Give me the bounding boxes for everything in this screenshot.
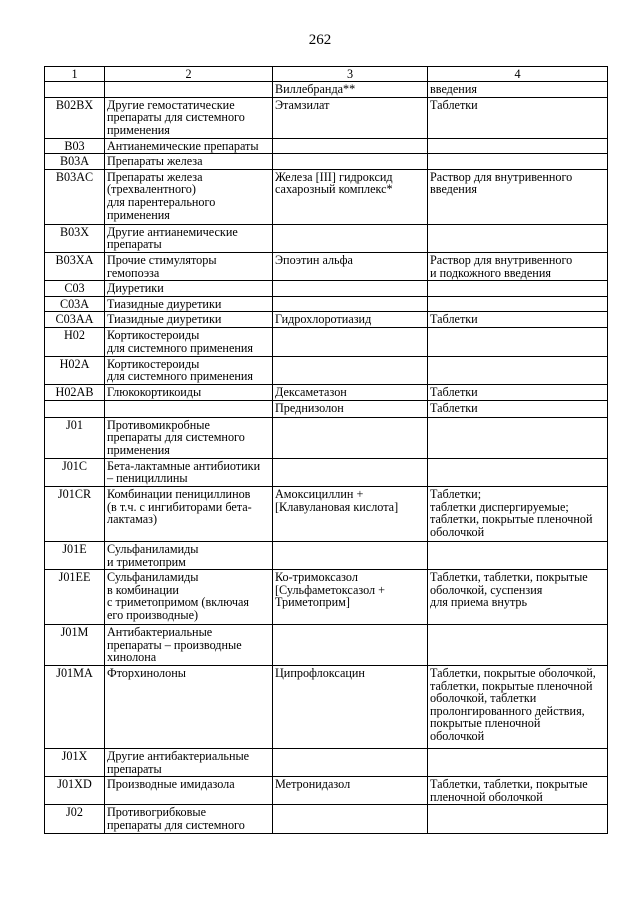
table-cell-form: Таблетки; таблетки диспергируемые; таблетки, покрытые пленочной оболочкой <box>428 486 608 541</box>
table-cell-form <box>428 541 608 569</box>
medication-table <box>44 66 608 834</box>
table-row <box>45 458 608 486</box>
table-cell-drug <box>273 749 428 777</box>
table-cell-form <box>428 138 608 154</box>
table-row <box>45 749 608 777</box>
table-row <box>45 777 608 805</box>
table-cell-code: B02BX <box>45 97 105 138</box>
page-number: 262 <box>308 32 332 48</box>
table-row <box>45 541 608 569</box>
table-cell-form: Таблетки <box>428 97 608 138</box>
table-cell-code: H02AB <box>45 384 105 400</box>
table-cell-group: Производные имидазола <box>105 777 273 805</box>
table-cell-form <box>428 356 608 384</box>
table-cell-group: Противомикробные препараты для системного применения <box>105 417 273 458</box>
table-row <box>45 97 608 138</box>
table-cell-drug <box>273 356 428 384</box>
table-cell-group: Антианемические препараты <box>105 138 273 154</box>
table-row <box>45 82 608 98</box>
table-cell-form <box>428 154 608 170</box>
table-cell-drug <box>273 281 428 297</box>
table-cell-group: Фторхинолоны <box>105 666 273 749</box>
table-cell-group <box>105 82 273 98</box>
table-cell-code: J01X <box>45 749 105 777</box>
table-cell-group: Другие антибактериальные препараты <box>105 749 273 777</box>
table-cell-form <box>428 296 608 312</box>
table-cell-group: Препараты железа (трехвалентного) для парентерального применения <box>105 169 273 224</box>
table-row <box>45 417 608 458</box>
table-cell-group: Сульфаниламиды и триметоприм <box>105 541 273 569</box>
table-cell-drug: Метронидазол <box>273 777 428 805</box>
table-cell-drug <box>273 458 428 486</box>
table-cell-form <box>428 805 608 833</box>
table-cell-drug <box>273 138 428 154</box>
table-cell-form: Таблетки, покрытые оболочкой, таблетки, покрытые пленочной оболочкой, таблетки пролонгированного действия, покрытые пленочной оболочкой <box>428 666 608 749</box>
table-cell-drug: Этамзилат <box>273 97 428 138</box>
table-cell-group <box>105 400 273 417</box>
table-cell-drug: Гидрохлоротиазид <box>273 312 428 328</box>
table-cell-group: Тиазидные диуретики <box>105 312 273 328</box>
table-cell-form <box>428 458 608 486</box>
column-header: 3 <box>273 67 428 82</box>
table-row <box>45 138 608 154</box>
table-cell-form: Таблетки <box>428 384 608 400</box>
table-row <box>45 625 608 666</box>
table-cell-drug: Амоксициллин + [Клавулановая кислота] <box>273 486 428 541</box>
column-header: 1 <box>45 67 105 82</box>
table-cell-group: Бета-лактамные антибиотики – пенициллины <box>105 458 273 486</box>
table-cell-form: Таблетки, таблетки, покрытые пленочной оболочкой <box>428 777 608 805</box>
table-cell-drug: Виллебранда** <box>273 82 428 98</box>
table-cell-form: Раствор для внутривенного введения <box>428 169 608 224</box>
table-cell-code: H02A <box>45 356 105 384</box>
table-cell-drug: Ципрофлоксацин <box>273 666 428 749</box>
table-row <box>45 296 608 312</box>
table-cell-code: C03 <box>45 281 105 297</box>
table-cell-code: B03AC <box>45 169 105 224</box>
table-cell-code: J01M <box>45 625 105 666</box>
column-header: 4 <box>428 67 608 82</box>
table-cell-code: C03A <box>45 296 105 312</box>
table-cell-code: J02 <box>45 805 105 833</box>
table-header-row <box>45 67 608 82</box>
table-row <box>45 252 608 280</box>
table-cell-group: Тиазидные диуретики <box>105 296 273 312</box>
table-cell-code <box>45 82 105 98</box>
table-cell-form <box>428 417 608 458</box>
table-cell-form <box>428 328 608 356</box>
table-row <box>45 805 608 833</box>
table-cell-code: J01C <box>45 458 105 486</box>
table-cell-code: H02 <box>45 328 105 356</box>
table-cell-drug: Преднизолон <box>273 400 428 417</box>
table-cell-group: Прочие стимуляторы гемопоэза <box>105 252 273 280</box>
table-row <box>45 400 608 417</box>
table-cell-group: Глюкокортикоиды <box>105 384 273 400</box>
table-cell-code: B03XA <box>45 252 105 280</box>
table-cell-drug: Железа [III] гидроксид сахарозный комплекс* <box>273 169 428 224</box>
table-row <box>45 154 608 170</box>
table-cell-form: Таблетки, таблетки, покрытые оболочкой, суспензия для приема внутрь <box>428 570 608 625</box>
table-row <box>45 384 608 400</box>
table-row <box>45 224 608 252</box>
table-cell-code <box>45 400 105 417</box>
table-cell-form: введения <box>428 82 608 98</box>
table-cell-drug <box>273 224 428 252</box>
table-cell-drug <box>273 154 428 170</box>
table-cell-drug <box>273 541 428 569</box>
table-cell-form <box>428 224 608 252</box>
table-cell-group: Комбинации пенициллинов (в т.ч. с ингибиторами бета- лактамаз) <box>105 486 273 541</box>
table-cell-code: J01CR <box>45 486 105 541</box>
table-cell-code: C03AA <box>45 312 105 328</box>
table-cell-code: B03A <box>45 154 105 170</box>
table-cell-group: Диуретики <box>105 281 273 297</box>
table-cell-drug: Ко-тримоксазол [Сульфаметоксазол + Триметоприм] <box>273 570 428 625</box>
table-row <box>45 328 608 356</box>
table-cell-code: J01MA <box>45 666 105 749</box>
table-cell-form <box>428 749 608 777</box>
table-row <box>45 281 608 297</box>
table-cell-code: J01XD <box>45 777 105 805</box>
column-header: 2 <box>105 67 273 82</box>
table-row <box>45 169 608 224</box>
table-cell-group: Другие антианемические препараты <box>105 224 273 252</box>
table-cell-group: Кортикостероиды для системного применения <box>105 356 273 384</box>
table-body <box>45 67 608 834</box>
table-cell-group: Препараты железа <box>105 154 273 170</box>
table-cell-form: Таблетки <box>428 400 608 417</box>
table-cell-form: Таблетки <box>428 312 608 328</box>
table-cell-drug <box>273 805 428 833</box>
table-cell-drug <box>273 328 428 356</box>
table-cell-drug: Дексаметазон <box>273 384 428 400</box>
table-cell-group: Сульфаниламиды в комбинации с триметопримом (включая его производные) <box>105 570 273 625</box>
table-cell-drug <box>273 417 428 458</box>
table-cell-code: J01 <box>45 417 105 458</box>
table-row <box>45 666 608 749</box>
table-cell-form <box>428 281 608 297</box>
table-row <box>45 486 608 541</box>
table-cell-drug <box>273 625 428 666</box>
table-cell-group: Противогрибковые препараты для системного <box>105 805 273 833</box>
table-cell-code: J01E <box>45 541 105 569</box>
table-cell-code: J01EE <box>45 570 105 625</box>
table-row <box>45 356 608 384</box>
table-row <box>45 570 608 625</box>
table-cell-group: Кортикостероиды для системного применения <box>105 328 273 356</box>
table-cell-form: Раствор для внутривенного и подкожного введения <box>428 252 608 280</box>
table-cell-group: Другие гемостатические препараты для системного применения <box>105 97 273 138</box>
table-cell-drug <box>273 296 428 312</box>
table-cell-form <box>428 625 608 666</box>
table-cell-group: Антибактериальные препараты – производные хинолона <box>105 625 273 666</box>
table-cell-code: B03 <box>45 138 105 154</box>
table-row <box>45 312 608 328</box>
table-cell-code: B03X <box>45 224 105 252</box>
table-cell-drug: Эпоэтин альфа <box>273 252 428 280</box>
